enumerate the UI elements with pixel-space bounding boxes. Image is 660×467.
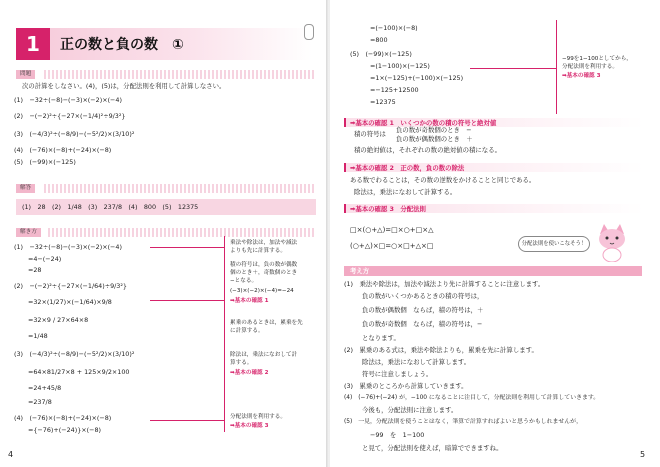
lesson-number: 1 bbox=[16, 28, 50, 60]
cat-mascot-icon bbox=[594, 222, 630, 262]
problem-tag-dots bbox=[44, 70, 314, 79]
explain-tag: 解き方 bbox=[16, 228, 41, 237]
kangae-line: 除法は，乗法になおして計算します。 bbox=[362, 358, 471, 366]
sol-cont: =(1−100)×(−125) bbox=[370, 62, 430, 70]
kangae-line: −99 を 1−100 bbox=[370, 431, 425, 439]
note: 個のとき＋，奇数個のとき bbox=[230, 270, 298, 276]
sol-cont: =−125+12500 bbox=[370, 86, 419, 94]
speech-bubble: 分配法則を使いこなそう！ bbox=[518, 236, 590, 252]
problem-intro: 次の計算をしなさい。(4)，(5)は，分配法則を利用して計算しなさい。 bbox=[22, 82, 226, 90]
sol-line: =1/48 bbox=[28, 332, 48, 340]
note: 累乗のあるときは，累乗を先 bbox=[230, 320, 303, 326]
kakunin2-line: 除法は，乗法になおして計算する。 bbox=[354, 188, 457, 196]
kangae-line: となります。 bbox=[362, 334, 400, 342]
notes-divider bbox=[224, 236, 225, 432]
kangae-line: 負の数が奇数個 ならば，積の符号は，− bbox=[362, 320, 483, 328]
paperclip-icon bbox=[304, 24, 314, 40]
page-number-left: 4 bbox=[8, 450, 14, 459]
sol-line: =237/8 bbox=[28, 398, 52, 406]
kangae-line: (3) 累乗のところから計算していきます。 bbox=[344, 382, 468, 390]
sol-cont: =12375 bbox=[370, 98, 396, 106]
lesson-title: 正の数と負の数 ① bbox=[60, 37, 184, 53]
kangae-line: (1) 乗法や除法は，加法や減法より先に計算することに注意します。 bbox=[344, 280, 545, 288]
lesson-header bbox=[16, 28, 312, 60]
note-connector bbox=[470, 68, 556, 69]
kakunin3-header bbox=[344, 204, 644, 213]
sol-line: =64×81/27×8 + 125×9/2×100 bbox=[28, 368, 130, 376]
explain-tag-dots bbox=[48, 228, 314, 237]
sol-line: (1) −32÷(−8)−(−3)×(−2)×(−4) bbox=[14, 243, 122, 251]
kakunin2-line: ある数でわることは，その数の逆数をかけることと同じである。 bbox=[350, 176, 536, 184]
answers-text: (1) 28 (2) 1/48 (3) 237/8 (4) 800 (5) 12375 bbox=[22, 203, 199, 211]
sol-line: =24+45/8 bbox=[28, 384, 62, 392]
sol-cont: =(−100)×(−8) bbox=[370, 24, 418, 32]
answer-tag-dots bbox=[44, 184, 314, 193]
right-note: −99を1−100としてから， bbox=[562, 56, 632, 62]
kangae-tag: 考え方 bbox=[350, 267, 370, 275]
kakunin2-header bbox=[344, 163, 644, 172]
kangae-line: (5) 一見，分配法則を使うことはなく，筆算で計算すればよいと思うかもしれませんが， bbox=[344, 419, 582, 425]
sol-line: =32×(1/27)×(−1/64)×9/8 bbox=[28, 298, 112, 306]
kakunin1-line: 負の数が偶数個のとき ＋ bbox=[396, 135, 473, 143]
note-connector bbox=[150, 420, 224, 421]
kangae-line: (2) 累乗のある式は，乗法や除法よりも，累乗を先に計算します。 bbox=[344, 346, 538, 354]
right-note-link[interactable]: ➡基本の確認 3 bbox=[562, 73, 601, 79]
kakunin2-title: ➡基本の確認 2 正の数，負の数の除法 bbox=[350, 164, 465, 172]
right-notes-divider bbox=[556, 20, 557, 114]
note: よりも先に計算する。 bbox=[230, 248, 286, 254]
kangae-line: (4) (−76)+(−24) が，−100 になることに注目して，分配法則を利用して計算していきます。 bbox=[344, 395, 600, 401]
note: 除法は，乗法になおして計 bbox=[230, 352, 298, 358]
problem-5: (5) (−99)×(−125) bbox=[14, 158, 76, 166]
problem-2: (2) −(−2)²÷{−27×(−1/4)²÷9/3²} bbox=[14, 112, 126, 120]
kakunin1-header bbox=[344, 118, 644, 127]
sol-cont: (5) (−99)×(−125) bbox=[350, 50, 412, 58]
problem-tag: 問題 bbox=[16, 70, 35, 79]
kangae-header bbox=[344, 266, 642, 276]
note: 算する。 bbox=[230, 360, 253, 366]
answer-tag: 解答 bbox=[16, 184, 35, 193]
note: に計算する。 bbox=[230, 328, 264, 334]
note: −となる。 bbox=[230, 278, 258, 284]
note: 積の符号は，負の数が偶数 bbox=[230, 262, 298, 268]
problem-1: (1) −32÷(−8)−(−3)×(−2)×(−4) bbox=[14, 96, 122, 104]
kakunin1-title: ➡基本の確認 1 いくつかの数の積の符号と絶対値 bbox=[350, 119, 497, 127]
kangae-line: 符号に注意しましょう。 bbox=[362, 370, 433, 378]
sol-line: ={−76)+(−24)}×(−8) bbox=[28, 426, 102, 434]
kangae-line: 今後も，分配法則に注意します。 bbox=[362, 406, 458, 414]
kakunin3-line: □×(○+△)=□×○+□×△ bbox=[350, 226, 434, 234]
note: 分配法則を利用する。 bbox=[230, 414, 286, 420]
note-connector bbox=[150, 300, 224, 301]
note-connector bbox=[150, 247, 224, 248]
sol-line: =4−(−24) bbox=[28, 255, 62, 263]
kangae-line: と見て，分配法則を使えば，暗算でできますね。 bbox=[362, 444, 503, 452]
note: (−3)×(−2)×(−4)=−24 bbox=[230, 288, 294, 294]
note: 乗法や除法は，加法や減法 bbox=[230, 240, 298, 246]
answer-band bbox=[16, 199, 316, 215]
note-link[interactable]: ➡基本の確認 1 bbox=[230, 298, 269, 304]
kakunin3-line: (○+△)×□=○×□+△×□ bbox=[350, 242, 434, 250]
note-link[interactable]: ➡基本の確認 2 bbox=[230, 370, 269, 376]
left-page bbox=[0, 0, 328, 467]
sol-line: =28 bbox=[28, 266, 42, 274]
problem-3: (3) (−4/3)²÷(−8/9)−(−5²/2)×(3/10)² bbox=[14, 130, 135, 138]
sol-line: =32×9 / 27×64×8 bbox=[28, 316, 89, 324]
sol-line: (3) (−4/3)²÷(−8/9)−(−5²/2)×(3/10)² bbox=[14, 350, 135, 358]
kakunin1-line: 積の符号は bbox=[354, 130, 386, 138]
kangae-line: 負の数がいくつかあるときの積の符号は， bbox=[362, 292, 484, 300]
kakunin3-title: ➡基本の確認 3 分配法則 bbox=[350, 205, 426, 213]
page-number-right: 5 bbox=[640, 450, 646, 459]
kangae-line: 負の数が偶数個 ならば，積の符号は，＋ bbox=[362, 306, 484, 314]
kakunin1-line: 負の数が奇数個のとき − bbox=[396, 126, 472, 134]
right-note: 分配法則を利用する。 bbox=[562, 64, 618, 70]
problem-4: (4) (−76)×(−8)+(−24)×(−8) bbox=[14, 146, 112, 154]
sol-cont: =1×(−125)+(−100)×(−125) bbox=[370, 74, 464, 82]
sol-line: (4) (−76)×(−8)+(−24)×(−8) bbox=[14, 414, 112, 422]
kakunin1-line: 積の絶対値は，それぞれの数の絶対値の積になる。 bbox=[354, 146, 501, 154]
sol-cont: =800 bbox=[370, 36, 388, 44]
note-link[interactable]: ➡基本の確認 3 bbox=[230, 423, 269, 429]
sol-line: (2) −(−2)²÷{−27×(−1/64)÷9/3²} bbox=[14, 282, 127, 290]
